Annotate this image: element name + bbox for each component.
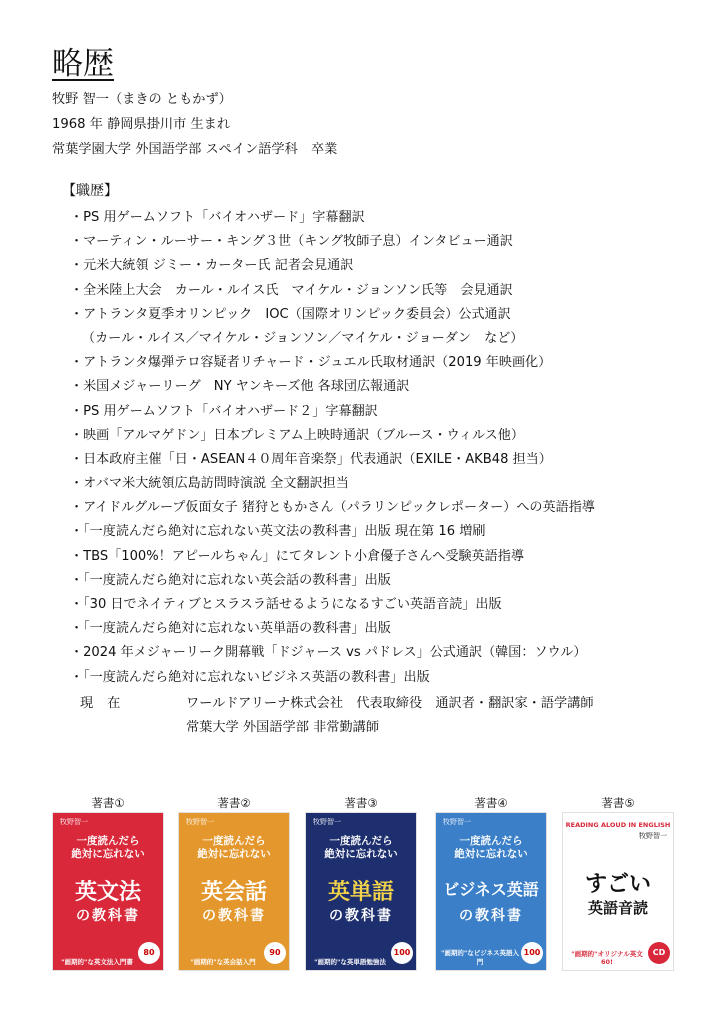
book-pretitle: 一度読んだら 絶対に忘れない xyxy=(324,835,398,860)
career-heading: 【職歴】 xyxy=(62,183,118,199)
book-5[interactable] xyxy=(563,795,673,970)
book-subtitle: の教科書 xyxy=(76,908,140,924)
book-caption: 著書⑤ xyxy=(601,796,635,810)
book-badge-icon: 90 xyxy=(264,942,286,964)
book-main-title: 英単語 xyxy=(327,880,394,905)
book-cover xyxy=(53,813,163,970)
career-item: ・「一度読んだら絶対に忘れないビジネス英語の教科書」出版 xyxy=(70,669,430,685)
book-badge-icon: 100 xyxy=(391,942,413,964)
career-item: ・映画「アルマゲドン」日本プレミアム上映時通訳（ブルース・ウィルス他） xyxy=(70,427,524,443)
book-2[interactable] xyxy=(179,795,289,970)
book-badge-icon: 100 xyxy=(521,942,543,964)
book-caption: 著書② xyxy=(217,796,251,810)
book-author: 牧野智一 xyxy=(313,818,341,826)
career-item: （カール・ルイス／マイケル・ジョンソン／マイケル・ジョーダン など） xyxy=(82,330,524,346)
career-item: ・「30 日でネイティブとスラスラ話せるようになるすごい英語音読」出版 xyxy=(70,597,502,612)
book-author: 牧野智一 xyxy=(639,832,667,840)
book-tagline: "画期的"な英文法入門書 xyxy=(61,958,133,966)
book-4[interactable] xyxy=(436,795,546,970)
book-cover xyxy=(563,813,673,970)
current-label: 現在 xyxy=(80,696,135,711)
book-main-title: 英会話 xyxy=(200,880,267,905)
book-subtitle: の教科書 xyxy=(202,908,266,924)
book-pretitle: 一度読んだら 絶対に忘れない xyxy=(71,835,145,860)
career-item: ・オバマ米大統領広島訪問時演説 全文翻訳担当 xyxy=(70,476,349,492)
book-cover xyxy=(436,813,546,970)
career-item: ・日本政府主催「日・ASEAN４０周年音楽祭」代表通訳（EXILE・AKB48 担当） xyxy=(70,451,552,467)
career-item: ・PS 用ゲームソフト「バイオハザード」字幕翻訳 xyxy=(70,210,365,225)
career-list xyxy=(70,206,595,690)
book-cover xyxy=(179,813,289,970)
book-tagline: "画期的"なビジネス英語入門 xyxy=(440,949,520,966)
book-main-title: すごい xyxy=(584,872,651,897)
book-author: 牧野智一 xyxy=(443,818,471,826)
book-main-title: 英文法 xyxy=(74,880,141,905)
book-3[interactable] xyxy=(306,795,416,970)
book-pretitle: 一度読んだら 絶対に忘れない xyxy=(197,835,271,860)
career-item: ・「一度読んだら絶対に忘れない英単語の教科書」出版 xyxy=(70,621,391,637)
book-badge-icon: 80 xyxy=(138,942,160,964)
books-section xyxy=(0,795,724,975)
book-cover xyxy=(306,813,416,970)
career-item: ・アイドルグループ仮面女子 猪狩ともかさん（パラリンピックレポーター）への英語指導 xyxy=(70,500,595,516)
cd-audio-icon: CD xyxy=(648,942,670,964)
career-item: ・全米陸上大会 カール・ルイス氏 マイケル・ジョンソン氏等 会見通訳 xyxy=(70,282,513,298)
book-caption: 著書① xyxy=(91,796,125,810)
book-tagline: "画期的"な英単語勉強法 xyxy=(314,958,386,966)
current-line2: 常葉大学 外国語学部 非常勤講師 xyxy=(186,720,380,735)
career-item: ・2024 年メジャーリーク開幕戦「ドジャース vs パドレス」公式通訳（韓国：ソウル） xyxy=(70,645,587,661)
career-item: ・アトランタ爆弾テロ容疑者リチャード・ジュエル氏取材通訳（2019 年映画化） xyxy=(70,355,552,371)
book-subtitle: の教科書 xyxy=(459,908,523,924)
book-main-title: ビジネス英語 xyxy=(443,880,539,899)
book-pretitle: 一度読んだら 絶対に忘れない xyxy=(454,835,528,860)
career-item: ・PS 用ゲームソフト「バイオハザード２」字幕翻訳 xyxy=(70,403,378,419)
book-caption: 著書④ xyxy=(474,796,508,810)
career-item: ・マーティン・ルーサー・キング３世（キング牧師子息）インタビュー通訳 xyxy=(70,234,513,250)
book-caption: 著書③ xyxy=(344,796,378,810)
page-title: 略歴 xyxy=(52,46,114,82)
book-tagline: "画期的"オリジナル英文60! xyxy=(571,950,643,966)
profile-education: 常葉学園大学 外国語学部 スペイン語学科 卒業 xyxy=(52,142,338,157)
career-item: ・アトランタ夏季オリンピック IOC（国際オリンピック委員会）公式通訳 xyxy=(70,306,511,322)
career-item: ・米国メジャーリーグ NY ヤンキーズ他 各球団広報通訳 xyxy=(70,379,410,395)
book-tagline: "画期的"な英会話入門 xyxy=(190,958,256,966)
current-line1: ワールドアリーナ株式会社 代表取締役 通訳者・翻訳家・語学講師 xyxy=(186,696,594,711)
profile-name: 牧野 智一（まきの ともかず） xyxy=(52,92,232,107)
book-author: 牧野智一 xyxy=(60,818,88,826)
book-pretitle: READING ALOUD IN ENGLISH xyxy=(565,821,671,829)
profile-birth: 1968 年 静岡県掛川市 生まれ xyxy=(52,117,231,132)
career-item: ・「一度読んだら絶対に忘れない英会話の教科書」出版 xyxy=(70,572,391,588)
career-item: ・「一度読んだら絶対に忘れない英文法の教科書」出版 現在第 16 増刷 xyxy=(70,524,486,540)
book-subtitle: 英語音読 xyxy=(587,899,648,917)
book-author: 牧野智一 xyxy=(186,818,214,826)
career-item: ・元米大統領 ジミー・カーター氏 記者会見通訳 xyxy=(70,258,354,274)
book-subtitle: の教科書 xyxy=(329,908,393,924)
current-position xyxy=(80,692,594,740)
career-item: ・TBS「100%！アピールちゃん」にてタレント小倉優子さんへ受験英語指導 xyxy=(70,548,524,564)
book-1[interactable] xyxy=(53,795,163,970)
